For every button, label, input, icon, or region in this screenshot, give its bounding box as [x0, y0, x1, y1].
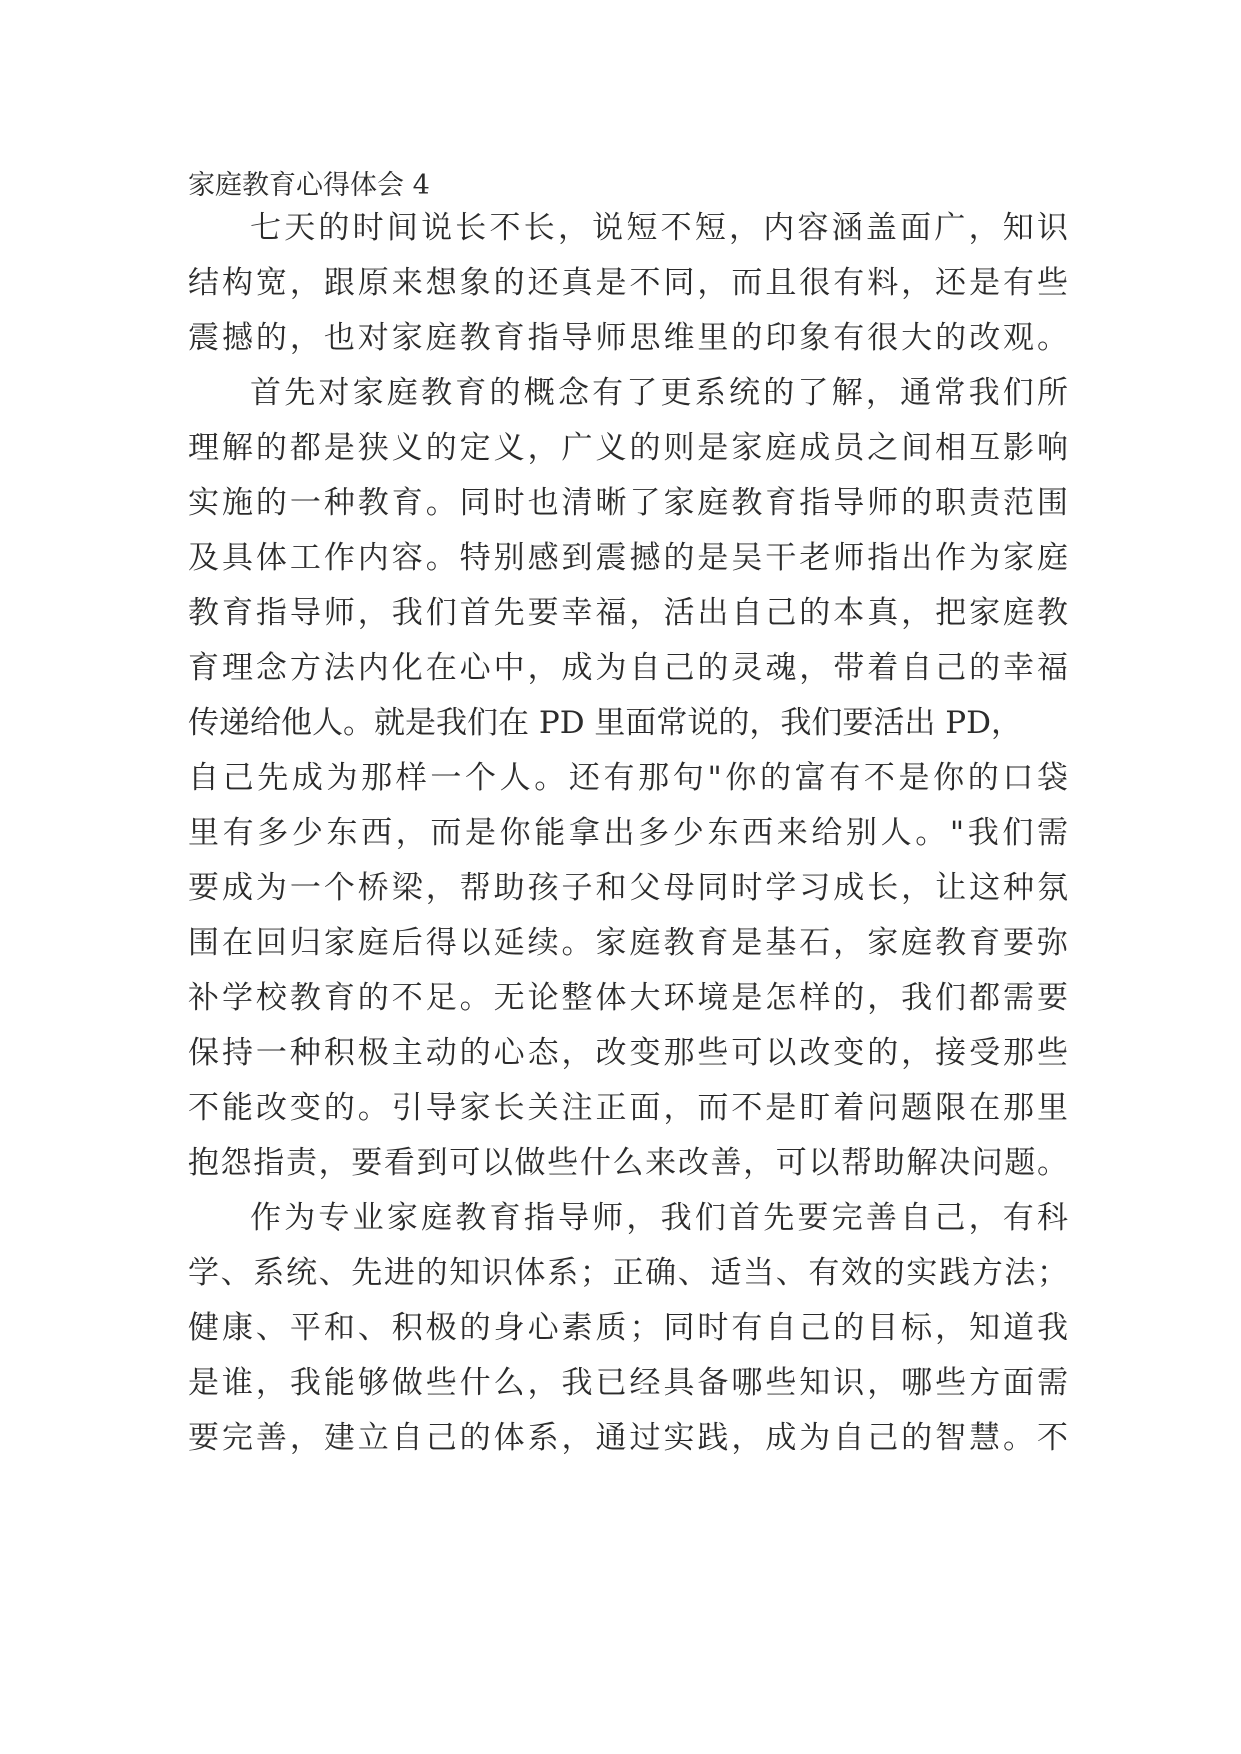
text-line-15: 补学校教育的不足。无论整体大环境是怎样的，我们都需要: [188, 980, 1068, 1016]
text-line-13: 要成为一个桥梁，帮助孩子和父母同时学习成长，让这种氛: [188, 870, 1068, 906]
text-line-20: 学、系统、先进的知识体系；正确、适当、有效的实践方法；: [188, 1255, 1068, 1291]
text-line-4: 首先对家庭教育的概念有了更系统的了解，通常我们所: [250, 375, 1068, 411]
text-line-8: 教育指导师，我们首先要幸福，活出自己的本真，把家庭教: [188, 595, 1068, 631]
text-line-9: 育理念方法内化在心中，成为自己的灵魂，带着自己的幸福: [188, 650, 1068, 686]
text-line-1: 七天的时间说长不长，说短不短，内容涵盖面广，知识: [250, 210, 1068, 246]
text-line-16: 保持一种积极主动的心态，改变那些可以改变的，接受那些: [188, 1035, 1068, 1071]
text-line-23: 要完善，建立自己的体系，通过实践，成为自己的智慧。不: [188, 1420, 1068, 1456]
text-line-17: 不能改变的。引导家长关注正面，而不是盯着问题限在那里: [188, 1090, 1068, 1126]
text-line-7: 及具体工作内容。特别感到震撼的是吴干老师指出作为家庭: [188, 540, 1068, 576]
text-line-18: 抱怨指责，要看到可以做些什么来改善，可以帮助解决问题。: [188, 1145, 1068, 1181]
text-line-2: 结构宽，跟原来想象的还真是不同，而且很有料，还是有些: [188, 265, 1068, 301]
text-line-3: 震撼的，也对家庭教育指导师思维里的印象有很大的改观。: [188, 320, 1068, 356]
text-line-12: 里有多少东西，而是你能拿出多少东西来给别人。"我们需: [188, 815, 1068, 851]
text-line-19: 作为专业家庭教育指导师，我们首先要完善自己，有科: [250, 1200, 1068, 1236]
text-line-21: 健康、平和、积极的身心素质；同时有自己的目标，知道我: [188, 1310, 1068, 1346]
text-line-6: 实施的一种教育。同时也清晰了家庭教育指导师的职责范围: [188, 485, 1068, 521]
text-line-5: 理解的都是狭义的定义，广义的则是家庭成员之间相互影响: [188, 430, 1068, 466]
text-line-22: 是谁，我能够做些什么，我已经具备哪些知识，哪些方面需: [188, 1365, 1068, 1401]
text-line-11: 自己先成为那样一个人。还有那句"你的富有不是你的口袋: [188, 760, 1068, 796]
document-title: 家庭教育心得体会 4: [188, 170, 430, 201]
text-line-14: 围在回归家庭后得以延续。家庭教育是基石，家庭教育要弥: [188, 925, 1068, 961]
text-line-10: 传递给他人。就是我们在 PD 里面常说的，我们要活出 PD，: [188, 705, 1022, 741]
